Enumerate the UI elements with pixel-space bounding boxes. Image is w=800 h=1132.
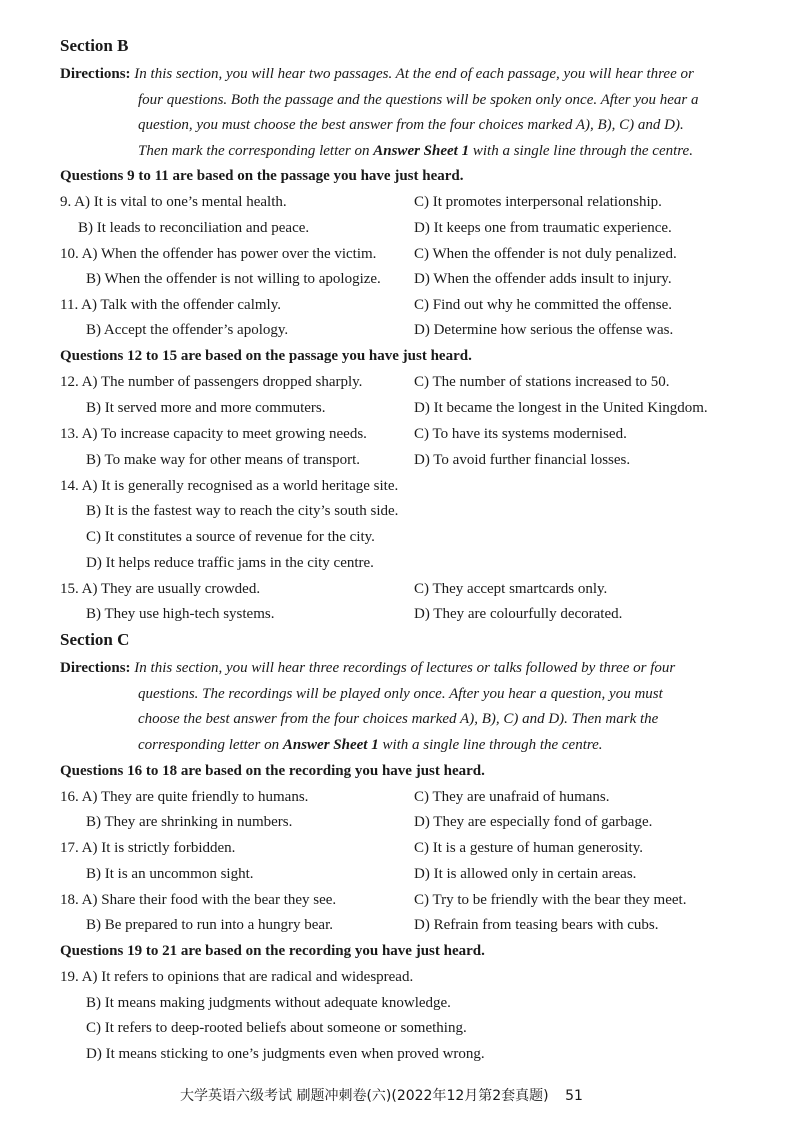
option-18b: B) Be prepared to run into a hungry bear. (86, 917, 334, 933)
option-10d: D) When the offender adds insult to injury. (414, 271, 672, 287)
option-13b: B) To make way for other means of transport. (86, 452, 361, 468)
answer-sheet-ref: Answer Sheet 1 (373, 143, 470, 159)
option-18d: D) Refrain from teasing bears with cubs. (414, 917, 659, 933)
page-footer (180, 1086, 583, 1106)
option-17c: C) It is a gesture of human generosity. (414, 840, 643, 856)
directions-text: Then mark the corresponding letter on (138, 143, 374, 159)
option-9c: C) It promotes interpersonal relationship. (414, 194, 662, 210)
option-14d: D) It helps reduce traffic jams in the city centre. (86, 555, 374, 571)
section-c-directions-line-4 (138, 735, 603, 755)
option-15d: D) They are colourfully decorated. (414, 606, 623, 622)
option-11c: C) Find out why he committed the offense. (414, 297, 673, 313)
option-9d: D) It keeps one from traumatic experience. (414, 220, 672, 236)
question-group-header: Questions 12 to 15 are based on the passage you have just heard. (60, 348, 472, 364)
directions-label: Directions: (60, 660, 131, 676)
option-14c: C) It constitutes a source of revenue for the city. (86, 529, 375, 545)
option-10a: 10. A) When the offender has power over the victim. (60, 246, 377, 262)
option-9b: B) It leads to reconciliation and peace. (78, 220, 310, 236)
option-14a: 14. A) It is generally recognised as a world heritage site. (60, 478, 399, 494)
footer-text: 大学英语六级考试 刷题冲刺卷(六)(2022年12月第2套真题) (180, 1088, 549, 1104)
option-17d: D) It is allowed only in certain areas. (414, 866, 637, 882)
question-group-header: Questions 9 to 11 are based on the passage you have just heard. (60, 168, 464, 184)
option-11a: 11. A) Talk with the offender calmly. (60, 297, 281, 313)
directions-label: Directions: (60, 66, 131, 82)
section-b-directions-line-3: question, you must choose the best answer from the four choices marked A), B), C) and D). (138, 117, 684, 133)
option-16b: B) They are shrinking in numbers. (86, 814, 293, 830)
directions-text: In this section, you will hear two passages. At the end of each passage, you will hear three or (134, 66, 694, 82)
option-17a: 17. A) It is strictly forbidden. (60, 840, 236, 856)
directions-text: corresponding letter on (138, 737, 283, 753)
section-c-directions-line-1 (60, 658, 675, 678)
section-b-directions-line-4 (138, 141, 693, 161)
option-13d: D) To avoid further financial losses. (414, 452, 631, 468)
option-11d: D) Determine how serious the offense was. (414, 322, 674, 338)
option-12b: B) It served more and more commuters. (86, 400, 326, 416)
option-18a: 18. A) Share their food with the bear they see. (60, 892, 337, 908)
section-c-directions-line-2: questions. The recordings will be played only once. After you hear a question, you must (138, 686, 663, 702)
option-15c: C) They accept smartcards only. (414, 581, 608, 597)
answer-sheet-ref: Answer Sheet 1 (282, 737, 379, 753)
option-19d: D) It means sticking to one’s judgments even when proved wrong. (86, 1046, 485, 1062)
option-14b: B) It is the fastest way to reach the city’s south side. (86, 503, 399, 519)
section-b-directions-line-2: four questions. Both the passage and the questions will be spoken only once. After you hear a (138, 92, 699, 108)
option-12a: 12. A) The number of passengers dropped sharply. (60, 374, 363, 390)
option-15b: B) They use high-tech systems. (86, 606, 275, 622)
option-13c: C) To have its systems modernised. (414, 426, 627, 442)
option-17b: B) It is an uncommon sight. (86, 866, 254, 882)
option-16c: C) They are unafraid of humans. (414, 789, 610, 805)
option-12c: C) The number of stations increased to 50. (414, 374, 670, 390)
option-18c: C) Try to be friendly with the bear they meet. (414, 892, 687, 908)
option-9a: 9. A) It is vital to one’s mental health. (60, 194, 287, 210)
option-19a: 19. A) It refers to opinions that are radical and widespread. (60, 969, 414, 985)
page-number: 51 (565, 1088, 583, 1104)
option-13a: 13. A) To increase capacity to meet growing needs. (60, 426, 367, 442)
section-c-directions-line-3: choose the best answer from the four choices marked A), B), C) and D). Then mark the (138, 711, 659, 727)
section-b-directions-line-1 (60, 64, 694, 84)
section-b-title: Section B (60, 36, 129, 55)
question-group-header: Questions 19 to 21 are based on the recording you have just heard. (60, 943, 485, 959)
directions-text: with a single line through the centre. (469, 143, 693, 159)
option-12d: D) It became the longest in the United Kingdom. (414, 400, 708, 416)
option-11b: B) Accept the offender’s apology. (86, 322, 289, 338)
question-group-header: Questions 16 to 18 are based on the recording you have just heard. (60, 763, 485, 779)
option-10b: B) When the offender is not willing to apologize. (86, 271, 381, 287)
option-10c: C) When the offender is not duly penalized. (414, 246, 677, 262)
directions-text: In this section, you will hear three recordings of lectures or talks followed by three or four (134, 660, 676, 676)
option-15a: 15. A) They are usually crowded. (60, 581, 261, 597)
option-19b: B) It means making judgments without adequate knowledge. (86, 995, 451, 1011)
section-c-title: Section C (60, 630, 130, 649)
option-19c: C) It refers to deep-rooted beliefs about someone or something. (86, 1020, 467, 1036)
option-16a: 16. A) They are quite friendly to humans. (60, 789, 309, 805)
option-16d: D) They are especially fond of garbage. (414, 814, 653, 830)
directions-text: with a single line through the centre. (378, 737, 603, 753)
